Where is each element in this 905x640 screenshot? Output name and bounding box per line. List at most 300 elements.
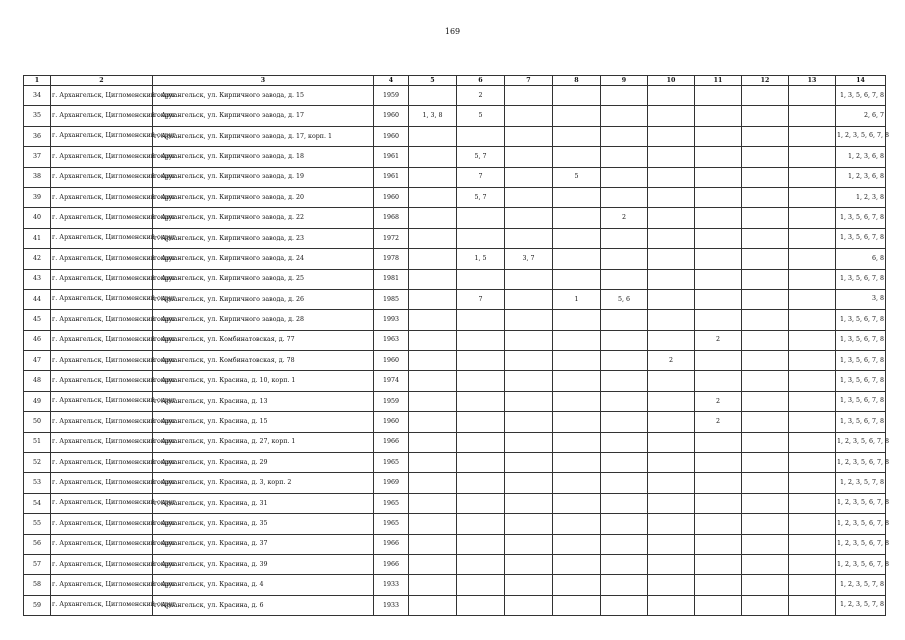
col-13-cell xyxy=(789,289,836,309)
table-row xyxy=(24,391,886,411)
col-5-cell xyxy=(409,534,457,554)
col-14-cell: 1, 3, 5, 6, 7, 8 xyxy=(836,351,886,371)
district-cell: г. Архангельск, Цигломенский округ xyxy=(51,310,153,330)
col-13-cell xyxy=(789,554,836,574)
year-built-cell: 1974 xyxy=(374,371,409,391)
col-10-cell xyxy=(648,208,695,228)
table-row xyxy=(24,575,886,595)
col-9-cell: 2 xyxy=(601,208,648,228)
col-6-cell: 7 xyxy=(457,167,505,187)
col-13-cell xyxy=(789,86,836,106)
col-8-cell xyxy=(553,554,601,574)
col-9-cell xyxy=(601,371,648,391)
col-9-cell xyxy=(601,106,648,126)
col-6-cell: 5 xyxy=(457,106,505,126)
col-11-cell: 2 xyxy=(695,391,742,411)
col-6-cell xyxy=(457,412,505,432)
column-header-6: 6 xyxy=(457,76,505,86)
col-6-cell xyxy=(457,453,505,473)
col-6-cell xyxy=(457,371,505,391)
address-cell: г. Архангельск, ул. Красина, д. 4 xyxy=(153,575,374,595)
col-10-cell xyxy=(648,432,695,452)
year-built-cell: 1965 xyxy=(374,514,409,534)
address-cell: г. Архангельск, ул. Кирпичного завода, д. 20 xyxy=(153,187,374,207)
col-11-cell xyxy=(695,493,742,513)
col-10-cell xyxy=(648,106,695,126)
col-12-cell xyxy=(742,432,789,452)
col-7-cell xyxy=(505,86,553,106)
address-cell: г. Архангельск, ул. Кирпичного завода, д. 24 xyxy=(153,249,374,269)
year-built-cell: 1972 xyxy=(374,228,409,248)
address-cell: г. Архангельск, ул. Красина, д. 37 xyxy=(153,534,374,554)
row-number-cell: 44 xyxy=(24,289,51,309)
col-12-cell xyxy=(742,391,789,411)
row-number-cell: 39 xyxy=(24,187,51,207)
year-built-cell: 1966 xyxy=(374,534,409,554)
col-13-cell xyxy=(789,167,836,187)
col-14-cell: 1, 2, 3, 6, 8 xyxy=(836,167,886,187)
address-cell: г. Архангельск, ул. Кирпичного завода, д. 22 xyxy=(153,208,374,228)
col-11-cell xyxy=(695,269,742,289)
col-14-cell: 1, 2, 3, 5, 7, 8 xyxy=(836,575,886,595)
col-14-cell: 1, 2, 3, 5, 6, 7, 8 xyxy=(836,126,886,146)
table-row xyxy=(24,249,886,269)
col-12-cell xyxy=(742,595,789,615)
col-10-cell xyxy=(648,391,695,411)
column-header-11: 11 xyxy=(695,76,742,86)
col-6-cell: 5, 7 xyxy=(457,187,505,207)
col-8-cell xyxy=(553,493,601,513)
col-11-cell xyxy=(695,126,742,146)
col-5-cell xyxy=(409,554,457,574)
district-cell: г. Архангельск, Цигломенский округ xyxy=(51,595,153,615)
col-6-cell xyxy=(457,534,505,554)
col-10-cell xyxy=(648,310,695,330)
col-8-cell xyxy=(553,351,601,371)
col-13-cell xyxy=(789,187,836,207)
row-number-cell: 46 xyxy=(24,330,51,350)
table-row xyxy=(24,289,886,309)
col-13-cell xyxy=(789,432,836,452)
year-built-cell: 1966 xyxy=(374,554,409,574)
district-cell: г. Архангельск, Цигломенский округ xyxy=(51,453,153,473)
column-header-1: 1 xyxy=(24,76,51,86)
col-9-cell xyxy=(601,554,648,574)
address-cell: г. Архангельск, ул. Красина, д. 27, корп. 1 xyxy=(153,432,374,452)
col-12-cell xyxy=(742,554,789,574)
col-14-cell: 1, 2, 3, 5, 6, 7, 8 xyxy=(836,453,886,473)
col-5-cell xyxy=(409,473,457,493)
col-9-cell xyxy=(601,228,648,248)
col-7-cell xyxy=(505,575,553,595)
address-cell: г. Архангельск, ул. Красина, д. 13 xyxy=(153,391,374,411)
row-number-cell: 42 xyxy=(24,249,51,269)
table-row xyxy=(24,453,886,473)
col-10-cell xyxy=(648,473,695,493)
year-built-cell: 1960 xyxy=(374,351,409,371)
table-row xyxy=(24,371,886,391)
table-row xyxy=(24,493,886,513)
col-12-cell xyxy=(742,147,789,167)
col-13-cell xyxy=(789,473,836,493)
address-cell: г. Архангельск, ул. Красина, д. 15 xyxy=(153,412,374,432)
housing-register-table xyxy=(23,75,890,616)
col-12-cell xyxy=(742,310,789,330)
col-6-cell: 1, 5 xyxy=(457,249,505,269)
col-7-cell xyxy=(505,371,553,391)
col-6-cell xyxy=(457,391,505,411)
col-14-cell: 1, 2, 3, 5, 7, 8 xyxy=(836,595,886,615)
row-number-cell: 53 xyxy=(24,473,51,493)
col-13-cell xyxy=(789,249,836,269)
col-5-cell xyxy=(409,208,457,228)
district-cell: г. Архангельск, Цигломенский округ xyxy=(51,534,153,554)
col-5-cell: 1, 3, 8 xyxy=(409,106,457,126)
column-header-4: 4 xyxy=(374,76,409,86)
district-cell: г. Архангельск, Цигломенский округ xyxy=(51,432,153,452)
col-5-cell xyxy=(409,453,457,473)
col-13-cell xyxy=(789,147,836,167)
address-cell: г. Архангельск, ул. Кирпичного завода, д. 28 xyxy=(153,310,374,330)
col-13-cell xyxy=(789,351,836,371)
col-5-cell xyxy=(409,147,457,167)
col-13-cell xyxy=(789,106,836,126)
col-11-cell xyxy=(695,106,742,126)
col-8-cell xyxy=(553,575,601,595)
col-5-cell xyxy=(409,493,457,513)
col-14-cell: 1, 3, 5, 6, 7, 8 xyxy=(836,391,886,411)
district-cell: г. Архангельск, Цигломенский округ xyxy=(51,249,153,269)
col-11-cell xyxy=(695,289,742,309)
col-6-cell xyxy=(457,228,505,248)
table-row xyxy=(24,351,886,371)
district-cell: г. Архангельск, Цигломенский округ xyxy=(51,228,153,248)
col-9-cell xyxy=(601,126,648,146)
col-7-cell xyxy=(505,228,553,248)
row-number-cell: 51 xyxy=(24,432,51,452)
col-13-cell xyxy=(789,595,836,615)
table-row xyxy=(24,167,886,187)
col-7-cell xyxy=(505,106,553,126)
col-11-cell xyxy=(695,86,742,106)
col-14-cell: 1, 2, 3, 5, 6, 7, 8 xyxy=(836,514,886,534)
row-number-cell: 45 xyxy=(24,310,51,330)
col-8-cell xyxy=(553,249,601,269)
table-row xyxy=(24,554,886,574)
col-12-cell xyxy=(742,187,789,207)
col-13-cell xyxy=(789,208,836,228)
column-header-13: 13 xyxy=(789,76,836,86)
col-5-cell xyxy=(409,167,457,187)
col-14-cell: 1, 3, 5, 6, 7, 8 xyxy=(836,412,886,432)
row-number-cell: 57 xyxy=(24,554,51,574)
year-built-cell: 1966 xyxy=(374,432,409,452)
col-14-cell: 1, 3, 5, 6, 7, 8 xyxy=(836,371,886,391)
col-10-cell xyxy=(648,167,695,187)
district-cell: г. Архангельск, Цигломенский округ xyxy=(51,575,153,595)
table-row xyxy=(24,187,886,207)
col-11-cell xyxy=(695,167,742,187)
year-built-cell: 1965 xyxy=(374,493,409,513)
col-6-cell xyxy=(457,575,505,595)
year-built-cell: 1933 xyxy=(374,595,409,615)
col-8-cell xyxy=(553,391,601,411)
col-9-cell xyxy=(601,473,648,493)
row-number-cell: 52 xyxy=(24,453,51,473)
col-12-cell xyxy=(742,106,789,126)
col-9-cell xyxy=(601,330,648,350)
col-10-cell xyxy=(648,493,695,513)
col-14-cell: 1, 2, 3, 8 xyxy=(836,187,886,207)
col-12-cell xyxy=(742,351,789,371)
row-number-cell: 37 xyxy=(24,147,51,167)
col-11-cell xyxy=(695,371,742,391)
col-9-cell xyxy=(601,595,648,615)
col-14-cell: 2, 6, 7 xyxy=(836,106,886,126)
table-row xyxy=(24,269,886,289)
district-cell: г. Архангельск, Цигломенский округ xyxy=(51,391,153,411)
table-row xyxy=(24,147,886,167)
column-header-2: 2 xyxy=(51,76,153,86)
year-built-cell: 1963 xyxy=(374,330,409,350)
col-14-cell: 1, 2, 3, 5, 6, 7, 8 xyxy=(836,554,886,574)
col-6-cell xyxy=(457,473,505,493)
row-number-cell: 43 xyxy=(24,269,51,289)
district-cell: г. Архангельск, Цигломенский округ xyxy=(51,493,153,513)
col-8-cell: 5 xyxy=(553,167,601,187)
table-row xyxy=(24,473,886,493)
col-12-cell xyxy=(742,208,789,228)
col-11-cell: 2 xyxy=(695,412,742,432)
col-8-cell xyxy=(553,432,601,452)
address-cell: г. Архангельск, ул. Кирпичного завода, д. 25 xyxy=(153,269,374,289)
col-9-cell xyxy=(601,514,648,534)
col-8-cell xyxy=(553,86,601,106)
table-row xyxy=(24,310,886,330)
address-cell: г. Архангельск, ул. Кирпичного завода, д. 17, корп. 1 xyxy=(153,126,374,146)
column-header-8: 8 xyxy=(553,76,601,86)
col-13-cell xyxy=(789,391,836,411)
col-7-cell xyxy=(505,554,553,574)
col-10-cell xyxy=(648,371,695,391)
col-13-cell xyxy=(789,330,836,350)
col-10-cell xyxy=(648,330,695,350)
row-number-cell: 50 xyxy=(24,412,51,432)
col-11-cell xyxy=(695,147,742,167)
col-6-cell xyxy=(457,432,505,452)
col-10-cell xyxy=(648,554,695,574)
col-5-cell xyxy=(409,432,457,452)
table-row xyxy=(24,595,886,615)
address-cell: г. Архангельск, ул. Красина, д. 39 xyxy=(153,554,374,574)
row-number-cell: 47 xyxy=(24,351,51,371)
col-12-cell xyxy=(742,514,789,534)
col-12-cell xyxy=(742,269,789,289)
col-7-cell: 3, 7 xyxy=(505,249,553,269)
column-header-9: 9 xyxy=(601,76,648,86)
col-5-cell xyxy=(409,269,457,289)
district-cell: г. Архангельск, Цигломенский округ xyxy=(51,514,153,534)
col-7-cell xyxy=(505,269,553,289)
col-12-cell xyxy=(742,228,789,248)
col-5-cell xyxy=(409,289,457,309)
address-cell: г. Архангельск, ул. Красина, д. 10, корп. 1 xyxy=(153,371,374,391)
year-built-cell: 1961 xyxy=(374,147,409,167)
year-built-cell: 1960 xyxy=(374,106,409,126)
col-12-cell xyxy=(742,493,789,513)
col-7-cell xyxy=(505,473,553,493)
col-13-cell xyxy=(789,412,836,432)
row-number-cell: 58 xyxy=(24,575,51,595)
col-7-cell xyxy=(505,330,553,350)
table-row xyxy=(24,412,886,432)
district-cell: г. Архангельск, Цигломенский округ xyxy=(51,371,153,391)
col-14-cell: 6, 8 xyxy=(836,249,886,269)
address-cell: г. Архангельск, ул. Кирпичного завода, д. 18 xyxy=(153,147,374,167)
col-10-cell: 2 xyxy=(648,351,695,371)
table-row xyxy=(24,514,886,534)
col-7-cell xyxy=(505,514,553,534)
col-5-cell xyxy=(409,187,457,207)
col-11-cell xyxy=(695,351,742,371)
col-8-cell xyxy=(553,595,601,615)
district-cell: г. Архангельск, Цигломенский округ xyxy=(51,330,153,350)
col-6-cell xyxy=(457,514,505,534)
row-number-cell: 35 xyxy=(24,106,51,126)
col-8-cell xyxy=(553,187,601,207)
col-13-cell xyxy=(789,575,836,595)
district-cell: г. Архангельск, Цигломенский округ xyxy=(51,86,153,106)
col-8-cell xyxy=(553,473,601,493)
address-cell: г. Архангельск, ул. Кирпичного завода, д. 26 xyxy=(153,289,374,309)
col-7-cell xyxy=(505,595,553,615)
year-built-cell: 1959 xyxy=(374,391,409,411)
col-9-cell xyxy=(601,167,648,187)
col-14-cell: 1, 3, 5, 6, 7, 8 xyxy=(836,330,886,350)
col-6-cell xyxy=(457,493,505,513)
col-9-cell xyxy=(601,351,648,371)
year-built-cell: 1933 xyxy=(374,575,409,595)
col-7-cell xyxy=(505,187,553,207)
year-built-cell: 1985 xyxy=(374,289,409,309)
col-9-cell xyxy=(601,147,648,167)
year-built-cell: 1981 xyxy=(374,269,409,289)
col-14-cell: 1, 3, 5, 6, 7, 8 xyxy=(836,269,886,289)
address-cell: г. Архангельск, ул. Комбинатовская, д. 78 xyxy=(153,351,374,371)
table-row xyxy=(24,106,886,126)
year-built-cell: 1965 xyxy=(374,453,409,473)
district-cell: г. Архангельск, Цигломенский округ xyxy=(51,106,153,126)
col-14-cell: 1, 2, 3, 5, 7, 8 xyxy=(836,473,886,493)
col-13-cell xyxy=(789,493,836,513)
col-9-cell xyxy=(601,391,648,411)
col-10-cell xyxy=(648,595,695,615)
col-9-cell xyxy=(601,534,648,554)
col-10-cell xyxy=(648,86,695,106)
col-7-cell xyxy=(505,147,553,167)
year-built-cell: 1960 xyxy=(374,412,409,432)
col-10-cell xyxy=(648,289,695,309)
col-5-cell xyxy=(409,330,457,350)
col-8-cell: 1 xyxy=(553,289,601,309)
table-row xyxy=(24,330,886,350)
col-6-cell xyxy=(457,330,505,350)
col-12-cell xyxy=(742,453,789,473)
col-6-cell: 5, 7 xyxy=(457,147,505,167)
col-10-cell xyxy=(648,269,695,289)
col-9-cell xyxy=(601,575,648,595)
col-7-cell xyxy=(505,289,553,309)
district-cell: г. Архангельск, Цигломенский округ xyxy=(51,147,153,167)
col-12-cell xyxy=(742,473,789,493)
col-11-cell xyxy=(695,595,742,615)
address-cell: г. Архангельск, ул. Красина, д. 31 xyxy=(153,493,374,513)
address-cell: г. Архангельск, ул. Красина, д. 3, корп. 2 xyxy=(153,473,374,493)
col-7-cell xyxy=(505,412,553,432)
row-number-cell: 38 xyxy=(24,167,51,187)
col-12-cell xyxy=(742,289,789,309)
col-13-cell xyxy=(789,453,836,473)
table-header-row xyxy=(24,76,886,86)
col-14-cell: 1, 3, 5, 6, 7, 8 xyxy=(836,310,886,330)
col-6-cell: 7 xyxy=(457,289,505,309)
col-6-cell xyxy=(457,208,505,228)
district-cell: г. Архангельск, Цигломенский округ xyxy=(51,126,153,146)
row-number-cell: 34 xyxy=(24,86,51,106)
address-cell: г. Архангельск, ул. Кирпичного завода, д. 19 xyxy=(153,167,374,187)
col-8-cell xyxy=(553,208,601,228)
row-number-cell: 49 xyxy=(24,391,51,411)
address-cell: г. Архангельск, ул. Кирпичного завода, д. 17 xyxy=(153,106,374,126)
col-12-cell xyxy=(742,167,789,187)
col-13-cell xyxy=(789,371,836,391)
table-row xyxy=(24,208,886,228)
column-header-5: 5 xyxy=(409,76,457,86)
col-6-cell xyxy=(457,554,505,574)
col-5-cell xyxy=(409,575,457,595)
col-11-cell xyxy=(695,453,742,473)
col-8-cell xyxy=(553,106,601,126)
col-7-cell xyxy=(505,453,553,473)
address-cell: г. Архангельск, ул. Красина, д. 6 xyxy=(153,595,374,615)
district-cell: г. Архангельск, Цигломенский округ xyxy=(51,554,153,574)
col-12-cell xyxy=(742,412,789,432)
col-11-cell xyxy=(695,575,742,595)
col-8-cell xyxy=(553,126,601,146)
col-10-cell xyxy=(648,514,695,534)
col-5-cell xyxy=(409,351,457,371)
col-6-cell xyxy=(457,595,505,615)
address-cell: г. Архангельск, ул. Комбинатовская, д. 77 xyxy=(153,330,374,350)
col-13-cell xyxy=(789,228,836,248)
district-cell: г. Архангельск, Цигломенский округ xyxy=(51,412,153,432)
col-14-cell: 1, 3, 5, 6, 7, 8 xyxy=(836,86,886,106)
col-14-cell: 3, 8 xyxy=(836,289,886,309)
district-cell: г. Архангельск, Цигломенский округ xyxy=(51,208,153,228)
address-cell: г. Архангельск, ул. Красина, д. 35 xyxy=(153,514,374,534)
col-13-cell xyxy=(789,534,836,554)
col-9-cell xyxy=(601,453,648,473)
address-cell: г. Архангельск, ул. Кирпичного завода, д. 23 xyxy=(153,228,374,248)
district-cell: г. Архангельск, Цигломенский округ xyxy=(51,289,153,309)
col-11-cell xyxy=(695,208,742,228)
col-14-cell: 1, 2, 3, 5, 6, 7, 8 xyxy=(836,432,886,452)
col-9-cell xyxy=(601,86,648,106)
col-11-cell xyxy=(695,310,742,330)
col-7-cell xyxy=(505,351,553,371)
col-5-cell xyxy=(409,249,457,269)
address-cell: г. Архангельск, ул. Красина, д. 29 xyxy=(153,453,374,473)
